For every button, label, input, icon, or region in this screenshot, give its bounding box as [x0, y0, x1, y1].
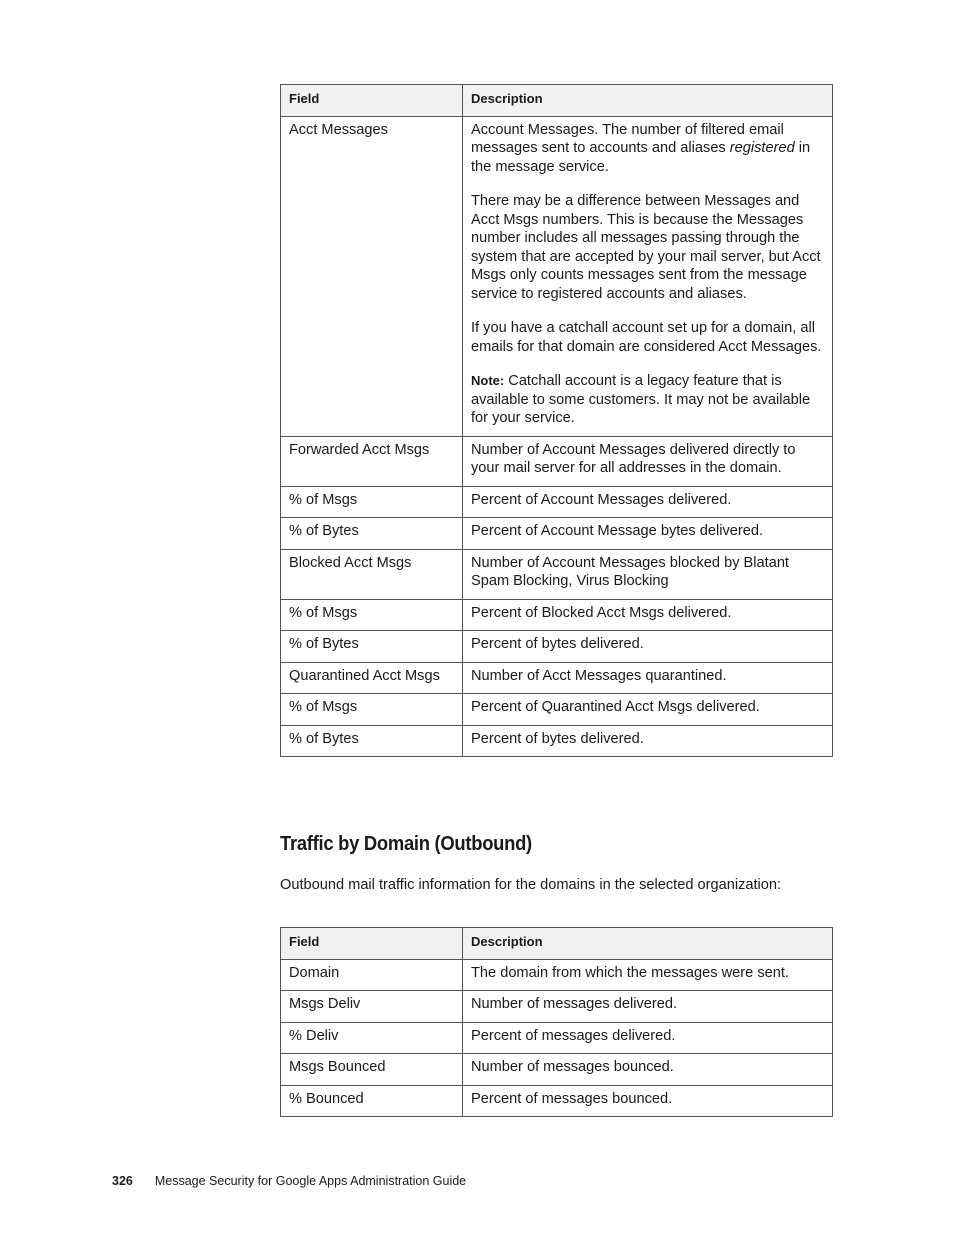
- text-run: in the message service.: [471, 140, 811, 175]
- description-cell: Percent of bytes delivered.: [463, 725, 833, 757]
- table-header-row: [281, 85, 833, 117]
- field-column-header: Field: [281, 928, 463, 960]
- table-row: [281, 116, 833, 436]
- field-cell: % of Bytes: [281, 631, 463, 663]
- description-cell: Percent of bytes delivered.: [463, 631, 833, 663]
- field-cell: Forwarded Acct Msgs: [281, 436, 463, 486]
- table-row: [281, 694, 833, 726]
- table-row: [281, 549, 833, 599]
- table-row: [281, 436, 833, 486]
- table-row: [281, 1022, 833, 1054]
- field-cell: Msgs Bounced: [281, 1054, 463, 1086]
- field-cell: Domain: [281, 959, 463, 991]
- field-cell: % of Msgs: [281, 599, 463, 631]
- description-cell: Number of messages bounced.: [463, 1054, 833, 1086]
- table-header-row: [281, 928, 833, 960]
- description-cell: Percent of Account Messages delivered.: [463, 486, 833, 518]
- text-run: Account Messages. The number of filtered email messages sent to accounts and aliases: [471, 121, 784, 156]
- guide-title: Message Security for Google Apps Administration Guide: [154, 1174, 467, 1188]
- field-cell: % of Msgs: [281, 486, 463, 518]
- field-cell: % of Msgs: [281, 694, 463, 726]
- description-cell: Number of messages delivered.: [463, 991, 833, 1023]
- description-cell: Percent of messages delivered.: [463, 1022, 833, 1054]
- table-row: [281, 1085, 833, 1117]
- description-paragraph: [471, 121, 824, 177]
- table-row: [281, 518, 833, 550]
- description-cell: The domain from which the messages were sent.: [463, 959, 833, 991]
- note-paragraph: [471, 372, 824, 428]
- table-row: [281, 991, 833, 1023]
- field-cell: % Bounced: [281, 1085, 463, 1117]
- note-text: Catchall account is a legacy feature that is available to some customers. It may not be available for your service.: [471, 373, 811, 426]
- section-intro: Outbound mail traffic information for the domains in the selected organization:: [280, 877, 782, 893]
- field-cell: % of Bytes: [281, 518, 463, 550]
- description-paragraph: If you have a catchall account set up for a domain, all emails for that domain are considered Acct Messages.: [471, 320, 822, 355]
- description-cell: Number of Acct Messages quarantined.: [463, 662, 833, 694]
- description-cell: Percent of Blocked Acct Msgs delivered.: [463, 599, 833, 631]
- section-title: Traffic by Domain (Outbound): [280, 833, 532, 855]
- description-column-header: Description: [463, 928, 833, 960]
- field-cell: Acct Messages: [281, 116, 463, 436]
- field-cell: Blocked Acct Msgs: [281, 549, 463, 599]
- field-cell: Quarantined Acct Msgs: [281, 662, 463, 694]
- description-cell: Percent of Quarantined Acct Msgs delivered.: [463, 694, 833, 726]
- description-paragraph: There may be a difference between Messages and Acct Msgs numbers. This is because the Messages number includes all messages passing through the system that are accepted by your mail server, but Acct Msgs only counts messages sent from the message service to registered accounts and aliases.: [471, 193, 821, 302]
- note-label: Note:: [471, 373, 505, 388]
- description-column-header: Description: [463, 85, 833, 117]
- table-row: [281, 959, 833, 991]
- description-cell: Number of Account Messages blocked by Blatant Spam Blocking, Virus Blocking: [463, 549, 833, 599]
- description-cell: [463, 116, 833, 436]
- field-cell: Msgs Deliv: [281, 991, 463, 1023]
- description-cell: Number of Account Messages delivered directly to your mail server for all addresses in the domain.: [463, 436, 833, 486]
- field-cell: % Deliv: [281, 1022, 463, 1054]
- field-cell: % of Bytes: [281, 725, 463, 757]
- field-column-header: Field: [281, 85, 463, 117]
- table-row: [281, 662, 833, 694]
- description-cell: Percent of messages bounced.: [463, 1085, 833, 1117]
- table-row: [281, 725, 833, 757]
- traffic-fields-table: [280, 84, 833, 757]
- page-footer: [112, 1174, 466, 1188]
- description-cell: Percent of Account Message bytes delivered.: [463, 518, 833, 550]
- table-row: [281, 1054, 833, 1086]
- emphasis-text: registered: [729, 140, 795, 156]
- page-number: 326: [112, 1174, 133, 1188]
- outbound-domain-fields-table: [280, 927, 833, 1117]
- table-row: [281, 631, 833, 663]
- table-row: [281, 599, 833, 631]
- table-row: [281, 486, 833, 518]
